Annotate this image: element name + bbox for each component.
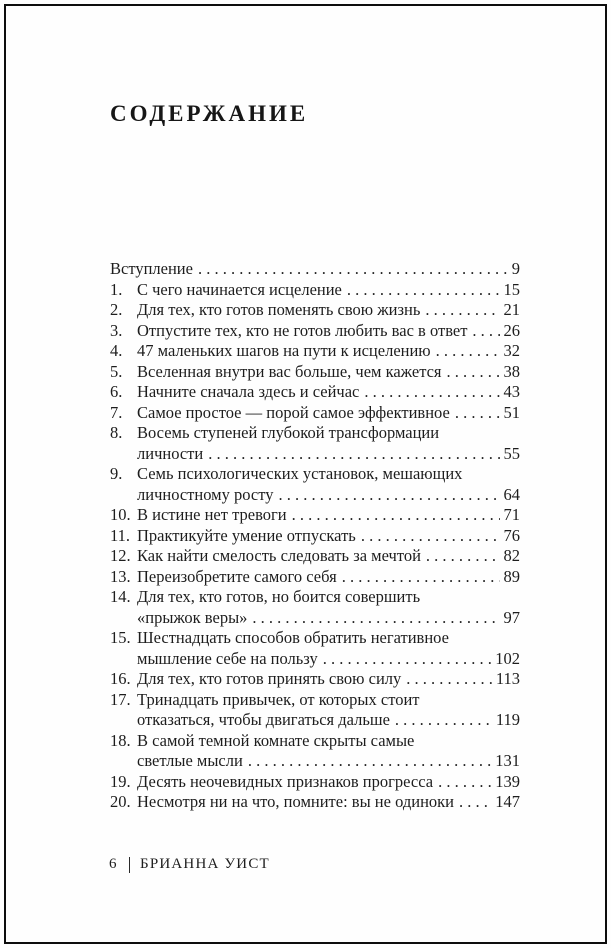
toc-entry-last-line	[137, 649, 520, 670]
toc-entry-last-line	[137, 526, 520, 547]
toc-dot-leader	[425, 300, 499, 321]
toc-entry	[110, 772, 520, 793]
toc-entry-text: Для тех, кто готов принять свою силу	[137, 669, 402, 688]
toc-entry-body	[137, 587, 520, 628]
toc-dot-leader	[455, 403, 500, 424]
toc-dot-leader	[252, 608, 499, 629]
toc-page-number: 89	[503, 566, 520, 586]
toc-entry-text: отказаться, чтобы двигаться дальше	[137, 710, 390, 729]
toc-entry	[110, 362, 520, 383]
toc-entry	[110, 300, 520, 321]
toc-dot-leader	[459, 792, 491, 813]
toc-entry-text: мышление себе на пользу	[137, 648, 318, 668]
toc-page-number: 131	[495, 751, 520, 770]
toc-entry-body	[137, 341, 520, 362]
toc-entry-body	[137, 772, 520, 793]
toc-entry-text: личностному росту	[137, 484, 274, 504]
toc-entry-text: Самое простое — порой самое эффективное	[137, 402, 450, 422]
toc-entry-last-line	[137, 300, 520, 321]
toc-entry	[110, 546, 520, 567]
toc-entry	[110, 423, 520, 464]
toc-entry-number: 18.	[110, 730, 131, 750]
toc-dot-leader	[406, 669, 492, 690]
toc-entry-number: 15.	[110, 628, 131, 647]
toc-entry-text: светлые мысли	[137, 751, 243, 770]
toc-page-number: 97	[503, 607, 520, 627]
toc-entry-body	[137, 403, 520, 424]
toc-entry-last-line	[137, 485, 520, 506]
toc-entry-last-line	[137, 608, 520, 629]
toc-entry	[110, 792, 520, 813]
toc-entry-last-line	[137, 280, 520, 301]
toc-entry-number: 7.	[110, 402, 123, 422]
toc-page-number: 76	[503, 525, 520, 545]
toc-page-number: 64	[503, 484, 520, 504]
toc-entry	[110, 669, 520, 690]
toc-page-number: 55	[503, 443, 520, 463]
toc-entry-last-line	[137, 341, 520, 362]
toc-entry	[110, 587, 520, 628]
toc-entry-line: Восемь ступеней глубокой трансформации	[137, 423, 440, 442]
toc-page-number: 113	[495, 669, 520, 688]
toc-entry	[110, 526, 520, 547]
toc-entry-text: Начните сначала здесь и сейчас	[137, 382, 360, 401]
toc-entry	[110, 403, 520, 424]
toc-entry-number: 2.	[110, 300, 123, 319]
toc-dot-leader	[198, 259, 508, 280]
toc-entry-last-line	[137, 321, 520, 342]
toc-entry-last-line	[137, 792, 520, 813]
toc-entry-number: 11.	[110, 525, 131, 545]
toc-entry-text: В истине нет тревоги	[137, 505, 287, 524]
toc-list	[110, 259, 520, 813]
toc-dot-leader	[361, 526, 500, 547]
toc-entry-line: Семь психологических установок, мешающих	[137, 464, 463, 483]
toc-page-number: 9	[511, 259, 520, 278]
toc-entry-number: 20.	[110, 792, 131, 811]
toc-entry	[110, 628, 520, 669]
toc-entry-number: 8.	[110, 423, 123, 442]
toc-entry-last-line	[137, 751, 520, 772]
toc-entry-text: Переизобретите самого себя	[137, 566, 337, 586]
toc-entry-body	[137, 690, 520, 731]
toc-entry-last-line	[137, 362, 520, 383]
toc-dot-leader	[436, 341, 500, 362]
toc-entry-text: личности	[137, 443, 204, 463]
page-footer	[109, 856, 270, 873]
toc-entry-text: Вступление	[110, 259, 193, 278]
toc-entry-number: 12.	[110, 546, 131, 565]
toc-page-number: 15	[503, 279, 520, 299]
toc-entry-text: С чего начинается исцеление	[137, 279, 342, 299]
toc-dot-leader	[347, 280, 500, 301]
toc-entry-line: В самой темной комнате скрыты самые	[137, 730, 415, 750]
toc-entry-number: 4.	[110, 341, 123, 360]
toc-page-number: 139	[495, 771, 520, 791]
toc-entry-text: 47 маленьких шагов на пути к исцелению	[137, 341, 431, 360]
toc-dot-leader	[472, 321, 499, 342]
toc-entry	[110, 259, 520, 280]
toc-entry	[110, 464, 520, 505]
toc-entry-body	[137, 526, 520, 547]
page-title: СОДЕРЖАНИЕ	[110, 101, 309, 127]
toc-entry-body	[137, 628, 520, 669]
toc-entry	[110, 280, 520, 301]
toc-entry-number: 14.	[110, 587, 131, 606]
toc-entry-last-line	[137, 669, 520, 690]
footer-page-number: 6	[109, 856, 117, 872]
toc-entry-last-line	[137, 403, 520, 424]
toc-entry-number: 10.	[110, 505, 131, 524]
toc-entry-last-line	[137, 567, 520, 588]
toc-page-number: 38	[503, 361, 520, 381]
toc-entry-body	[110, 259, 520, 280]
toc-entry-last-line	[137, 710, 520, 731]
toc-entry-body	[137, 567, 520, 588]
toc-entry-body	[137, 669, 520, 690]
toc-page-number: 82	[503, 546, 520, 565]
toc-entry-number: 13.	[110, 566, 131, 586]
toc-entry-body	[137, 280, 520, 301]
toc-entry	[110, 690, 520, 731]
toc-page-number: 51	[503, 402, 520, 422]
toc-entry-last-line	[137, 444, 520, 465]
toc-dot-leader	[323, 649, 492, 670]
toc-entry-number: 5.	[110, 361, 123, 381]
toc-entry-last-line	[137, 772, 520, 793]
toc-entry-number: 16.	[110, 669, 131, 688]
toc-entry-text: Практикуйте умение отпускать	[137, 525, 356, 545]
toc-page-number: 71	[503, 505, 520, 524]
footer-separator	[129, 857, 130, 873]
toc-page-number: 119	[495, 710, 520, 729]
toc-entry-body	[137, 546, 520, 567]
toc-dot-leader	[447, 362, 500, 383]
toc-entry-line: Тринадцать привычек, от которых стоит	[137, 689, 420, 709]
toc-entry-last-line	[137, 382, 520, 403]
toc-entry	[110, 382, 520, 403]
toc-entry-line: Для тех, кто готов, но боится совершить	[137, 587, 421, 606]
toc-dot-leader	[248, 751, 491, 772]
toc-dot-leader	[292, 505, 500, 526]
toc-entry-number: 6.	[110, 382, 123, 401]
toc-dot-leader	[395, 710, 492, 731]
toc-entry-body	[137, 382, 520, 403]
toc-entry-text: Несмотря ни на что, помните: вы не одиноки	[137, 792, 454, 811]
toc-entry-text: Для тех, кто готов поменять свою жизнь	[137, 300, 421, 319]
toc-entry-body	[137, 792, 520, 813]
toc-dot-leader	[364, 382, 499, 403]
toc-entry-text: Как найти смелость следовать за мечтой	[137, 546, 421, 565]
toc-entry-number: 17.	[110, 689, 131, 709]
toc-entry-body	[137, 362, 520, 383]
toc-entry-body	[137, 300, 520, 321]
toc-entry-number: 1.	[110, 279, 123, 299]
toc-page-number: 26	[503, 320, 520, 340]
toc-entry-body	[137, 321, 520, 342]
toc-entry	[110, 505, 520, 526]
toc-entry-last-line	[137, 546, 520, 567]
toc-entry-number: 3.	[110, 320, 123, 340]
toc-entry-body	[137, 464, 520, 505]
toc-page-number: 32	[503, 341, 520, 360]
toc-entry-number: 9.	[110, 464, 123, 483]
toc-dot-leader	[342, 567, 500, 588]
toc-entry-text: «прыжок веры»	[137, 607, 248, 627]
toc-dot-leader	[278, 485, 499, 506]
toc-entry-text: Десять неочевидных признаков прогресса	[137, 771, 434, 791]
toc-dot-leader	[426, 546, 500, 567]
toc-entry-body	[137, 505, 520, 526]
toc-entry-body	[137, 423, 520, 464]
toc-entry-number: 19.	[110, 771, 131, 791]
toc-dot-leader	[208, 444, 499, 465]
toc-entry-last-line	[137, 505, 520, 526]
toc-entry-body	[137, 731, 520, 772]
toc-entry-last-line	[110, 259, 520, 280]
toc-entry	[110, 731, 520, 772]
toc-dot-leader	[438, 772, 491, 793]
toc-page-number: 147	[495, 792, 520, 811]
toc-page-number: 21	[503, 300, 520, 319]
toc-entry-text: Вселенная внутри вас больше, чем кажется	[137, 361, 442, 381]
toc-page-number: 43	[503, 382, 520, 401]
footer-author: БРИАННА УИСТ	[140, 856, 270, 872]
toc-entry-text: Отпустите тех, кто не готов любить вас в ответ	[137, 320, 468, 340]
toc-page-number: 102	[495, 648, 520, 668]
toc-entry	[110, 341, 520, 362]
toc-entry	[110, 567, 520, 588]
toc-entry-line: Шестнадцать способов обратить негативное	[137, 628, 449, 647]
toc-entry	[110, 321, 520, 342]
